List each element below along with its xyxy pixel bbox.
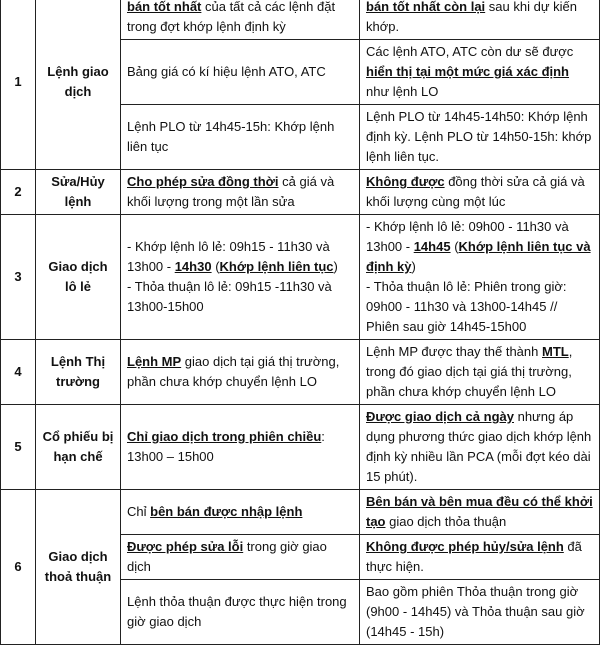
old-rule-cell xyxy=(121,0,360,40)
emphasized-text: bên bán được nhập lệnh xyxy=(150,504,303,519)
emphasized-text: Lệnh MP xyxy=(127,354,182,369)
new-rule-cell xyxy=(360,105,600,170)
old-rule-cell xyxy=(121,215,360,340)
cell-text: Chỉ xyxy=(127,504,151,519)
table-row xyxy=(1,405,600,490)
cell-text: trong giờ giao dịch xyxy=(127,539,327,574)
cell-text: ( xyxy=(211,259,220,274)
cell-text: - Khớp lệnh lô lẻ: 09h15 - 11h30 và 13h00 - xyxy=(127,239,330,274)
cell-text: Lệnh thỏa thuận được thực hiện trong giờ giao dịch xyxy=(127,594,347,629)
row-number: 6 xyxy=(1,490,36,645)
old-rule-cell xyxy=(121,170,360,215)
row-number: 3 xyxy=(1,215,36,340)
new-rule-cell xyxy=(360,490,600,535)
new-rule-cell xyxy=(360,215,600,340)
table-row xyxy=(1,215,600,340)
table-row xyxy=(1,490,600,535)
row-category: Giao dịch thoả thuận xyxy=(36,490,121,645)
cell-text: , trong đó giao dịch tại giá thị trường, phần chưa khớp chuyển lệnh LO xyxy=(366,344,573,399)
row-category: Lệnh Thị trường xyxy=(36,340,121,405)
emphasized-text: 14h30 xyxy=(174,259,212,274)
emphasized-text: Chỉ giao dịch trong phiên chiều xyxy=(127,429,322,444)
old-rule-cell xyxy=(121,490,360,535)
cell-text: giao dịch thỏa thuận xyxy=(385,514,507,529)
table-row xyxy=(1,340,600,405)
new-rule-cell xyxy=(360,170,600,215)
cell-text: nhưng áp dụng phương thức giao dịch khớp lệnh định kỳ nhiều lần PCA (mỗi đợt kéo dài 15 phút). xyxy=(366,409,592,484)
old-rule-cell xyxy=(121,105,360,170)
new-rule-cell xyxy=(360,405,600,490)
cell-text: ) - Thỏa thuận lô lẻ: 09h15 -11h30 và 13h00-15h00 xyxy=(127,259,338,314)
old-rule-cell xyxy=(121,340,360,405)
cell-text: đồng thời sửa cả giá và khối lượng cùng một lúc xyxy=(366,174,585,209)
cell-text: cả giá và khối lượng trong một lần sửa xyxy=(127,174,335,209)
emphasized-text: bán tốt nhất còn lại xyxy=(366,0,486,14)
new-rule-cell xyxy=(360,0,600,40)
cell-text: Bảng giá có kí hiệu lệnh ATO, ATC xyxy=(127,64,326,79)
row-number: 5 xyxy=(1,405,36,490)
old-rule-cell xyxy=(121,580,360,645)
cell-text: Lệnh PLO từ 14h45-15h: Khớp lệnh liên tục xyxy=(127,119,335,154)
row-number: 1 xyxy=(1,0,36,170)
emphasized-text: Không được phép hủy/sửa lệnh xyxy=(366,539,564,554)
cell-text: - Khớp lệnh lô lẻ: 09h00 - 11h30 và 13h00 - xyxy=(366,219,569,254)
emphasized-text: 14h45 xyxy=(413,239,451,254)
cell-text: Các lệnh ATO, ATC còn dư sẽ được xyxy=(366,44,574,59)
emphasized-text: Không được xyxy=(366,174,445,189)
old-rule-cell xyxy=(121,405,360,490)
emphasized-text: Cho phép sửa đồng thời xyxy=(127,174,279,189)
old-rule-cell xyxy=(121,535,360,580)
new-rule-cell xyxy=(360,40,600,105)
emphasized-text: hiển thị tại một mức giá xác định xyxy=(366,64,569,79)
table-row xyxy=(1,170,600,215)
emphasized-text: Được phép sửa lỗi xyxy=(127,539,244,554)
row-category: Lệnh giao dịch xyxy=(36,0,121,170)
emphasized-text: Được giao dịch cả ngày xyxy=(366,409,514,424)
cell-text: sau khi dự kiến khớp. xyxy=(366,0,577,34)
row-number: 2 xyxy=(1,170,36,215)
cell-text: của tất cả các lệnh đặt trong đợt khớp lệnh định kỳ xyxy=(127,0,336,34)
cell-text: Bao gồm phiên Thỏa thuận trong giờ (9h00 - 14h45) và Thỏa thuận sau giờ (14h45 - 15h) xyxy=(366,584,585,639)
table-row xyxy=(1,0,600,40)
cell-text: đã thực hiện. xyxy=(366,539,582,574)
new-rule-cell xyxy=(360,340,600,405)
new-rule-cell xyxy=(360,535,600,580)
cell-text: như lệnh LO xyxy=(366,84,439,99)
row-category: Sửa/Hủy lệnh xyxy=(36,170,121,215)
emphasized-text: Bên bán và bên mua đều có thể khởi tạo xyxy=(366,494,593,529)
emphasized-text: Khớp lệnh liên tục xyxy=(219,259,334,274)
emphasized-text: Khớp lệnh liên tục và định kỳ xyxy=(366,239,591,274)
row-category: Cổ phiếu bị hạn chế xyxy=(36,405,121,490)
new-rule-cell xyxy=(360,580,600,645)
cell-text: Lệnh MP được thay thế thành xyxy=(366,344,542,359)
emphasized-text: bán tốt nhất xyxy=(127,0,202,14)
cell-text: Lệnh PLO từ 14h45-14h50: Khớp lệnh định kỳ. Lệnh PLO từ 14h50-15h: khớp lệnh liên tục. xyxy=(366,109,592,164)
row-number: 4 xyxy=(1,340,36,405)
cell-text: ( xyxy=(450,239,459,254)
emphasized-text: MTL xyxy=(542,344,569,359)
old-rule-cell xyxy=(121,40,360,105)
cell-text: ) - Thỏa thuận lô lẻ: Phiên trong giờ: 09h00 - 11h30 và 13h00-14h45 // Phiên sau giờ 14h45-15h00 xyxy=(366,259,567,334)
row-category: Giao dịch lô lẻ xyxy=(36,215,121,340)
cell-text: giao dịch tại giá thị trường, phần chưa khớp chuyển lệnh LO xyxy=(127,354,340,389)
cell-text: : 13h00 – 15h00 xyxy=(127,429,325,464)
